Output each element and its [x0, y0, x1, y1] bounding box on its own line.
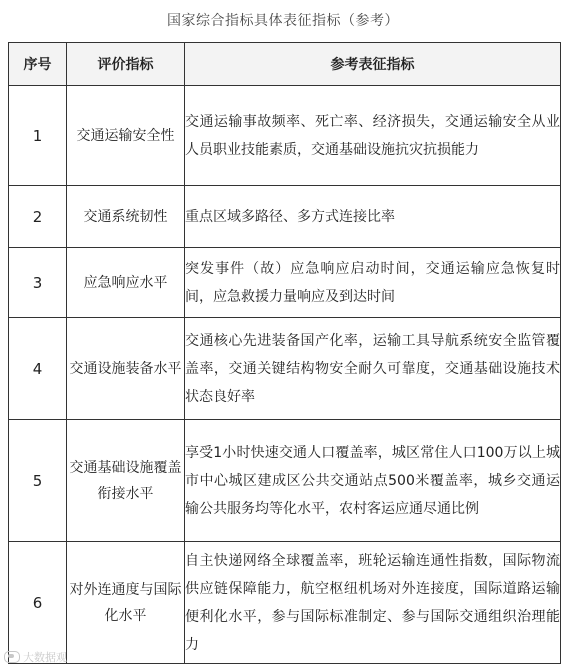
indicator-description: 享受1小时快速交通人口覆盖率，城区常住人口100万以上城市中心城区建成区公共交通站点500米覆盖率，城乡交通运输公共服务均等化水平，农村客运应通尽通比例 [185, 420, 561, 542]
row-number: 4 [9, 318, 67, 420]
table-row [9, 86, 561, 186]
indicator-description: 自主快递网络全球覆盖率，班轮运输连通性指数，国际物流供应链保障能力，航空枢纽机场对外连接度，国际道路运输便利化水平，参与国际标准制定、参与国际交通组织治理能力 [185, 542, 561, 664]
header-reference-indicators: 参考表征指标 [185, 43, 561, 86]
row-number: 1 [9, 86, 67, 186]
page-title: 国家综合指标具体表征指标（参考） [167, 13, 399, 29]
watermark-logo-icon [4, 651, 20, 663]
indicator-description: 交通核心先进装备国产化率，运输工具导航系统安全监管覆盖率，交通关键结构物安全耐久可靠度，交通基础设施技术状态良好率 [185, 318, 561, 420]
indicator-description: 重点区域多路径、多方式连接比率 [185, 186, 561, 248]
header-indicator-name: 评价指标 [67, 43, 185, 86]
table-row [9, 420, 561, 542]
table-row [9, 542, 561, 664]
table-row [9, 248, 561, 318]
table-header-row [9, 43, 561, 86]
indicator-name: 应急响应水平 [67, 248, 185, 318]
indicator-name: 对外连通度与国际化水平 [67, 542, 185, 664]
indicator-name: 交通基础设施覆盖衔接水平 [67, 420, 185, 542]
indicator-name: 交通设施装备水平 [67, 318, 185, 420]
indicator-description: 交通运输事故频率、死亡率、经济损失，交通运输安全从业人员职业技能素质，交通基础设施抗灾抗损能力 [185, 86, 561, 186]
indicator-description: 突发事件（故）应急响应启动时间，交通运输应急恢复时间，应急救援力量响应及到达时间 [185, 248, 561, 318]
row-number: 2 [9, 186, 67, 248]
table-row [9, 186, 561, 248]
row-number: 5 [9, 420, 67, 542]
indicator-table [8, 42, 561, 664]
indicator-name: 交通系统韧性 [67, 186, 185, 248]
watermark [4, 648, 67, 666]
header-serial-number: 序号 [9, 43, 67, 86]
row-number: 3 [9, 248, 67, 318]
row-number: 6 [9, 542, 67, 664]
watermark-text: 大数据观 [23, 651, 67, 664]
indicator-name: 交通运输安全性 [67, 86, 185, 186]
table-row [9, 318, 561, 420]
